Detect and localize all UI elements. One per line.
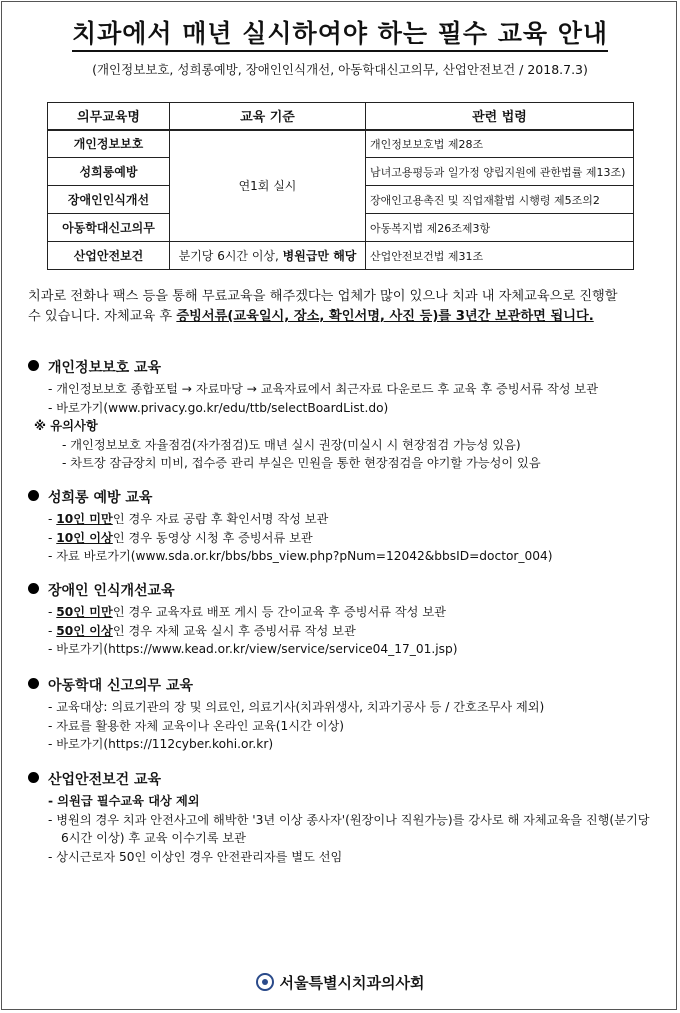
note-heading: ※ 유의사항 [34,419,98,433]
education-table [47,102,634,270]
row-standard: 분기당 6시간 이상, 병원급만 해당 [170,242,366,270]
section-heading: 장애인 인식개선교육 [28,580,668,600]
section-safety [28,769,668,866]
bullet-icon [28,360,39,371]
section-heading: 개인정보보호 교육 [28,357,668,377]
section-heading: 아동학대 신고의무 교육 [28,675,668,695]
link-item: - 바로가기(https://www.kead.or.kr/view/service/service04_17_01.jsp) [48,642,458,656]
footer-org: 서울특별시치과의사회 [0,972,680,993]
list-item: - 10인 이상인 경우 동영상 시청 후 증빙서류 보관 [48,530,313,545]
row-standard: 연1회 실시 [170,130,366,242]
list-item: - 10인 미만인 경우 자료 공람 후 확인서명 작성 보관 [48,512,329,526]
row-name: 아동학대신고의무 [48,214,170,242]
list-item: - 상시근로자 50인 이상인 경우 안전관리자를 별도 선임 [48,849,343,864]
row-law: 개인정보보호법 제28조 [366,130,634,158]
section-child [28,675,668,754]
link-item: - 바로가기(www.privacy.go.kr/edu/ttb/selectBoardList.do) [48,400,389,415]
list-item: - 의원급 필수교육 대상 제외 [48,794,200,808]
bullet-icon [28,772,39,783]
row-name: 성희롱예방 [48,158,170,186]
header-law: 관련 법령 [366,103,634,130]
list-item: - 자료를 활용한 자체 교육이나 온라인 교육(1시간 이상) [48,718,345,733]
list-item: - 개인정보보호 종합포털 → 자료마당 → 교육자료에서 최근자료 다운로드 후 교육 후 증빙서류 작성 보관 [48,382,598,396]
link-item: - 바로가기(https://112cyber.kohi.or.kr) [48,737,274,751]
page-title: 치과에서 매년 실시하여야 하는 필수 교육 안내 [0,14,680,50]
list-item: - 개인정보보호 자율점검(자가점검)도 매년 실시 권장(미실시 시 현장점검 가능성 있음) [62,437,521,452]
list-item: - 교육대상: 의료기관의 장 및 의료인, 의료기사(치과위생사, 치과기공사 등 / 간호조무사 제외) [48,700,545,714]
row-name: 장애인인식개선 [48,186,170,214]
section-privacy [28,357,668,473]
section-harassment [28,487,668,566]
row-law: 아동복지법 제26조제3항 [366,214,634,242]
table-header-row [48,103,634,130]
list-item: - 병원의 경우 치과 안전사고에 해박한 '3년 이상 종사자'(원장이나 직원가능)를 강사로 해 자체교육을 진행(분기당 6시간 이상) 후 교육 이수기록 보관 [48,812,650,845]
intro-paragraph: 치과로 전화나 팩스 등을 통해 무료교육을 해주겠다는 업체가 많이 있으나 치과 내 자체교육으로 진행할 수 있습니다. 자체교육 후 증빙서류(교육일시, 장소, 확인서명, 사진 등)를 3년간 보관하면 됩니다. [28,289,618,324]
bullet-icon [28,583,39,594]
header-name: 의무교육명 [48,103,170,130]
row-law: 남녀고용평등과 일가정 양립지원에 관한법률 제13조) [366,158,634,186]
list-item: - 차트장 잠금장치 미비, 접수증 관리 부실은 민원을 통한 현장점검을 야기할 가능성이 있음 [62,456,541,470]
table-row [48,130,634,158]
header-standard: 교육 기준 [170,103,366,130]
section-heading: 산업안전보건 교육 [28,769,668,789]
row-law: 장애인고용촉진 및 직업재활법 시행령 제5조의2 [366,186,634,214]
bullet-icon [28,678,39,689]
list-item: - 50인 미만인 경우 교육자료 배포 게시 등 간이교육 후 증빙서류 작성 보관 [48,605,446,619]
list-item: - 50인 이상인 경우 자체 교육 실시 후 증빙서류 작성 보관 [48,623,356,638]
bullet-icon [28,490,39,501]
row-law: 산업안전보건법 제31조 [366,242,634,270]
section-disability [28,580,668,659]
table-row [48,242,634,270]
link-item: - 자료 바로가기(www.sda.or.kr/bbs/bbs_view.php?pNum=12042&bbsID=doctor_004) [48,549,553,563]
row-name: 산업안전보건 [48,242,170,270]
association-seal-icon [256,973,274,991]
row-name: 개인정보보호 [48,130,170,158]
section-heading: 성희롱 예방 교육 [28,487,668,507]
page-subtitle: (개인정보보호, 성희롱예방, 장애인인식개선, 아동학대신고의무, 산업안전보건 / 2018.7.3) [92,62,588,77]
